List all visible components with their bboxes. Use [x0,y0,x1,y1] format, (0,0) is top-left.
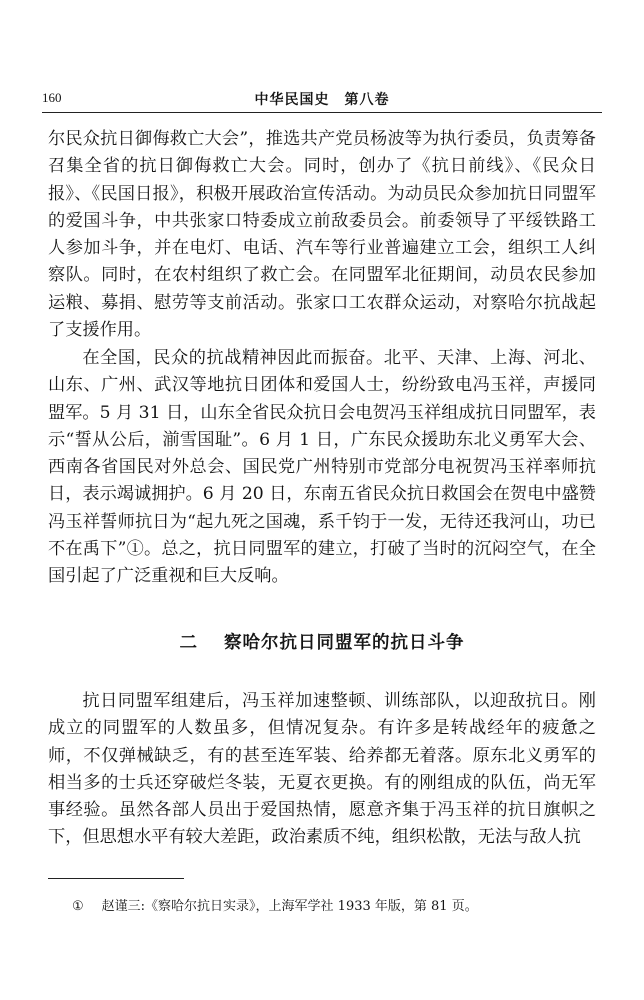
paragraph-2 [48,345,596,591]
page-header [42,86,602,113]
paragraph-2-text: 在全国，民众的抗战精神因此而振奋。北平、天津、上海、河北、山东、广州、武汉等地抗日团体和爱国人士，纷纷致电冯玉祥，声援同盟军。5 月 31 日，山东全省民众抗日会电贺冯玉祥组成抗日同盟军，表示“誓从公后，湔雪国耻”。6 月 1 日，广东民众援助东北义勇军大会、西南各省国民对外总会、国民党广州特别市党部分电祝贺冯玉祥率师抗日，表示竭诚拥护。6 月 20 日，东南五省民众抗日救国会在贺电中盛赞冯玉祥誓师抗日为“起九死之国魂，系千钧于一发，无待还我河山，功已不在禹下” [48,348,596,560]
paragraph-national-response [48,345,596,591]
section-number: 二 [179,633,198,653]
footnote-divider [48,878,184,879]
paragraph-section-body [48,688,596,852]
footnote [72,898,478,916]
page-number: 160 [42,90,62,105]
paragraph-1: 尔民众抗日御侮救亡大会”，推选共产党员杨波等为执行委员，负责筹备召集全省的抗日御侮救亡大会。同时，创办了《抗日前线》、《民众日报》、《民国日报》，积极开展政治宣传活动。为动员民众参加抗日同盟军的爱国斗争，中共张家口特委成立前敌委员会。前委领导了平绥铁路工人参加斗争，并在电灯、电话、汽车等行业普遍建立工会，组织工人纠察队。同时，在农村组织了救亡会。在同盟军北征期间，动员农民参加运粮、募捐、慰劳等支前活动。张家口工农群众运动，对察哈尔抗战起了支援作用。 [48,129,596,341]
paragraph-3: 抗日同盟军组建后，冯玉祥加速整顿、训练部队，以迎敌抗日。刚成立的同盟军的人数虽多，但情况复杂。有许多是转战经年的疲惫之师，不仅弹械缺乏，有的甚至连军装、给养都无着落。原东北义勇军的相当多的士兵还穿破烂冬装，无夏衣更换。有的刚组成的队伍，尚无军事经验。虽然各部人员出于爱国热情，愿意齐集于冯玉祥的抗日旗帜之下，但思想水平有较大差距，政治素质不纯，组织松散，无法与敌人抗 [48,691,596,848]
running-title: 中华民国史 第八卷 [254,92,390,108]
section-title: 察哈尔抗日同盟军的抗日斗争 [224,633,465,653]
section-heading [0,629,644,654]
footnote-reference: ① [126,539,144,560]
footnote-text: 赵谨三:《察哈尔抗日实录》，上海军学社 1933 年版，第 81 页。 [101,899,478,914]
paragraph-2-tail: 。总之，抗日同盟军的建立，打破了当时的沉闷空气，在全国引起了广泛重视和巨大反响。 [48,539,596,587]
paragraph-continued [48,126,596,344]
footnote-mark: ① [72,899,84,914]
